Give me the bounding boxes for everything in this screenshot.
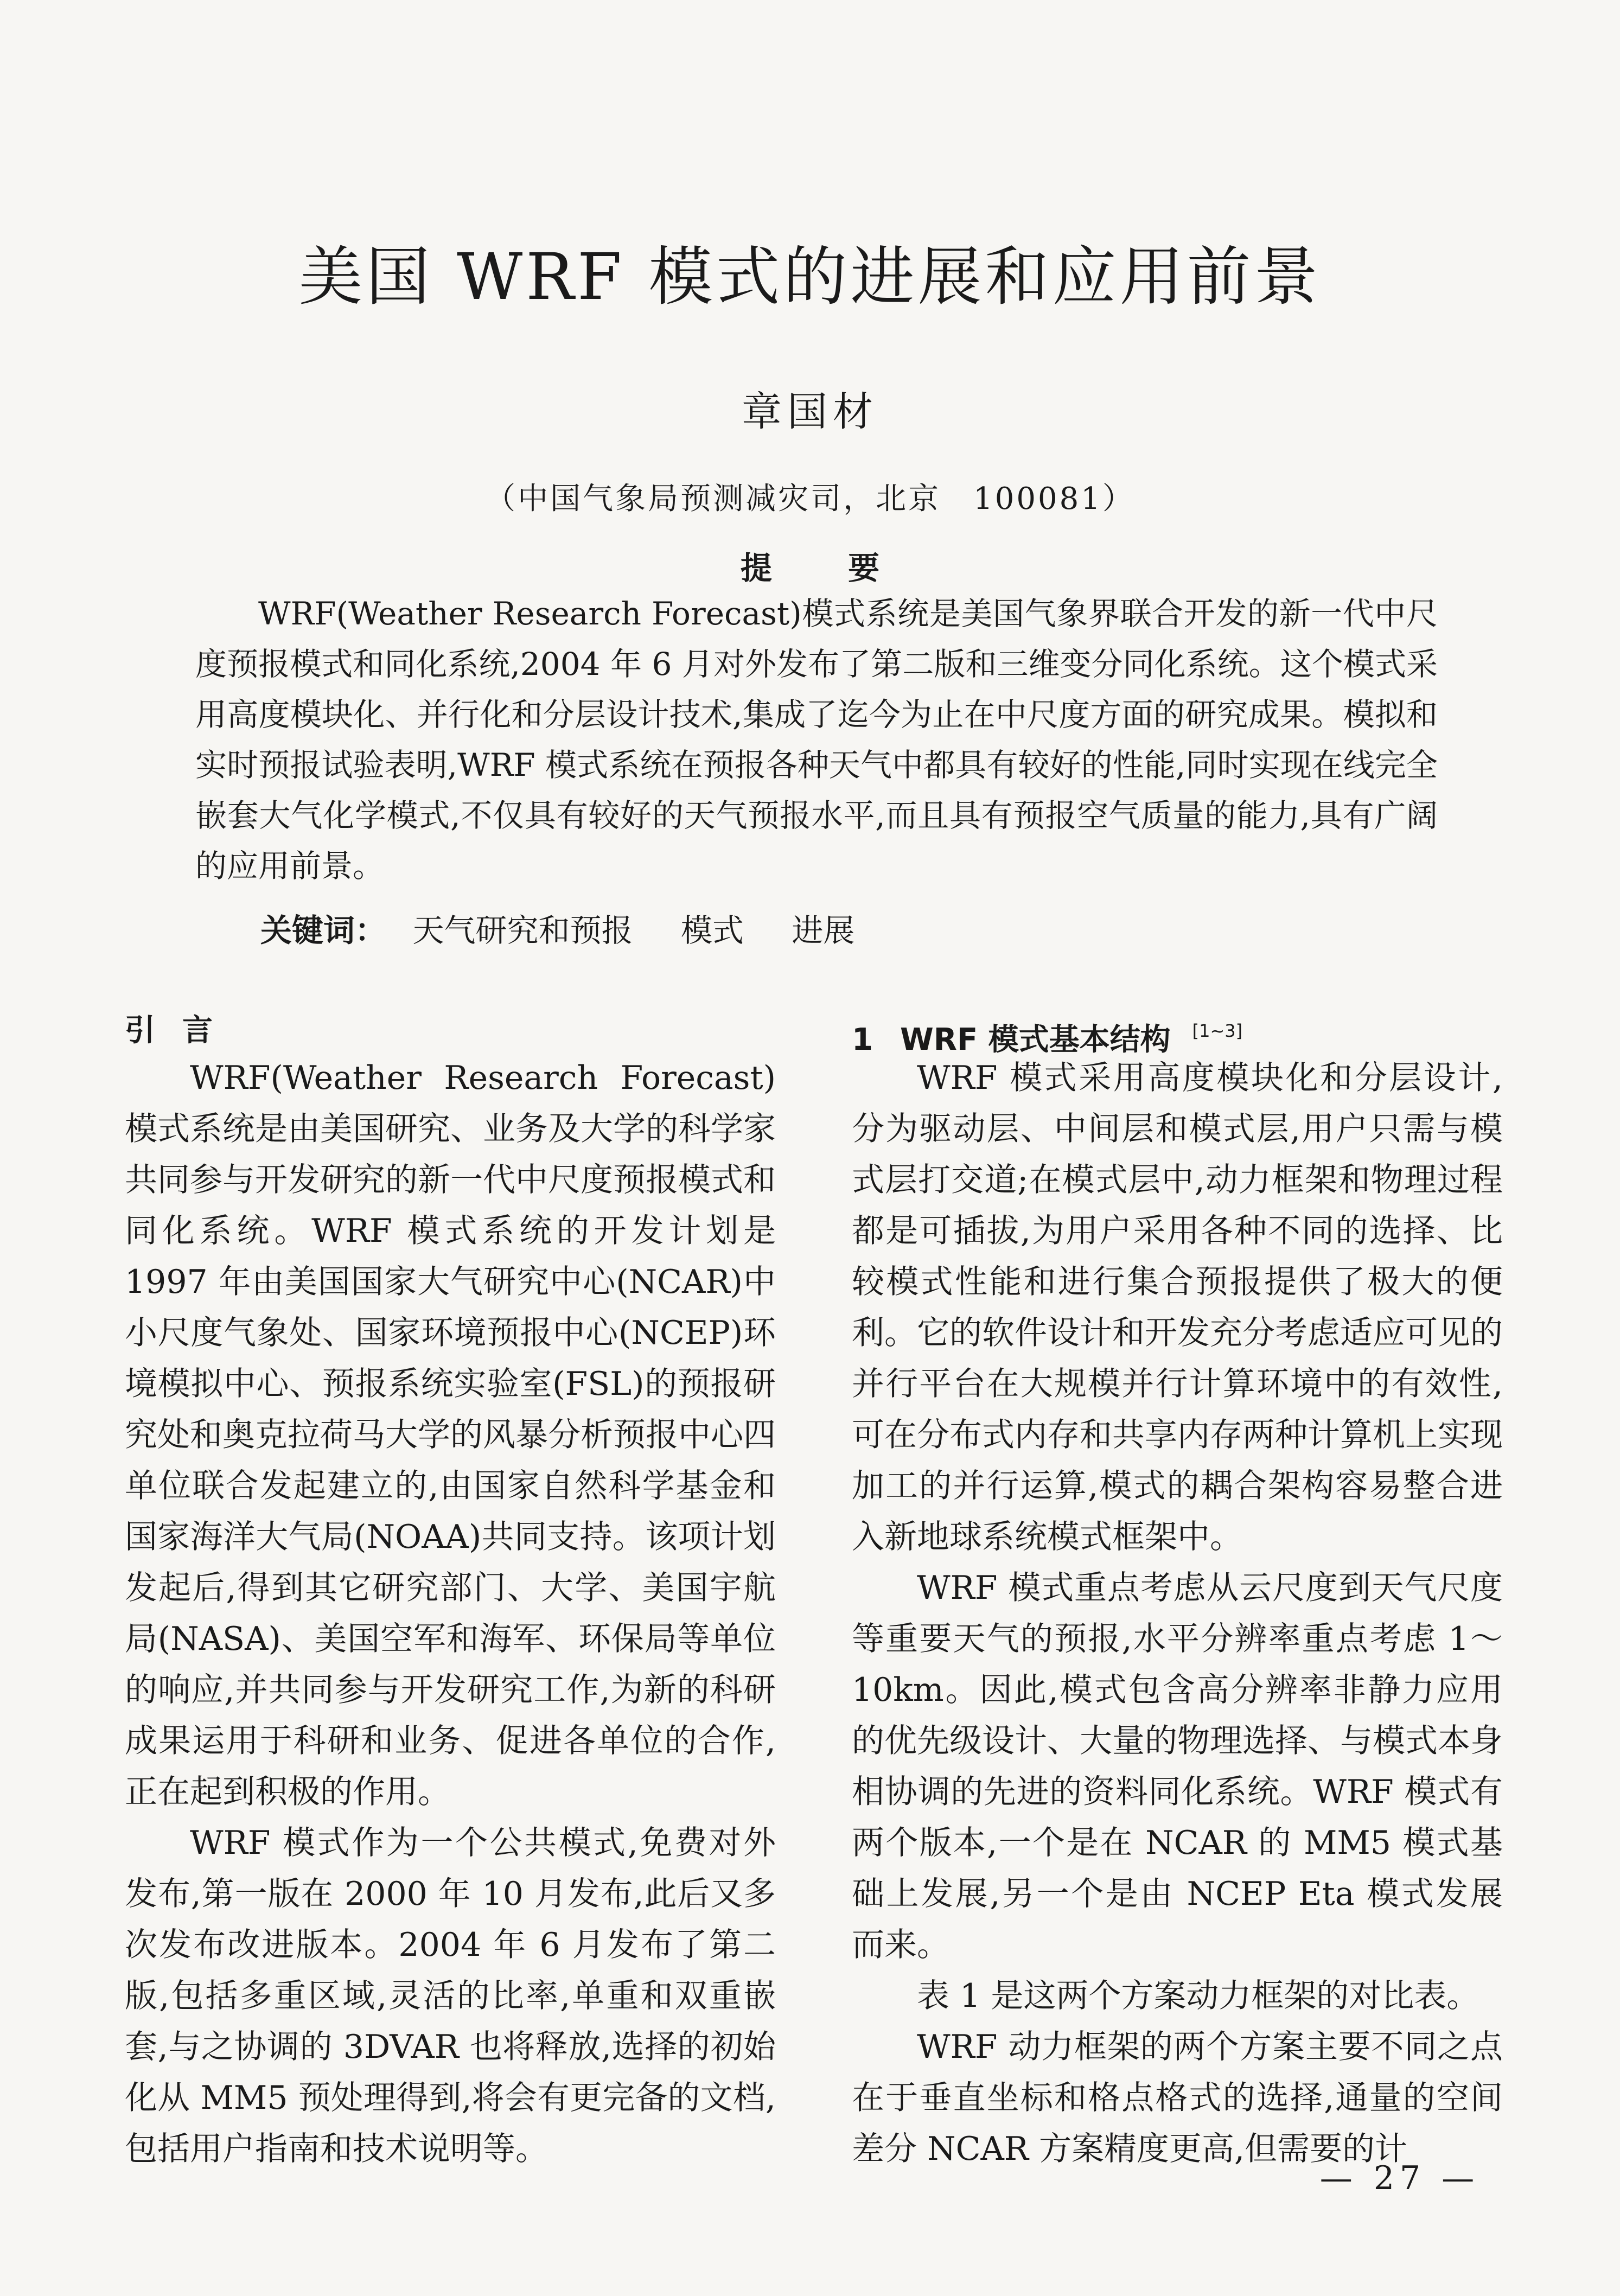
body-paragraph: WRF 模式重点考虑从云尺度到天气尺度等重要天气的预报,水平分辨率重点考虑 1～10km。因此,模式包含高分辨率非静力应用的优先级设计、大量的物理选择、与模式本身相协调的先进的资料同化系统。WRF 模式有两个版本,一个是在 NCAR 的 MM5 模式基础上发展,另一个是由 NCEP Eta 模式发展而来。 — [852, 1569, 1503, 1964]
body-paragraph: WRF 模式作为一个公共模式,免费对外发布,第一版在 2000 年 10 月发布,此后又多次发布改进版本。2004 年 6 月发布了第二版,包括多重区域,灵活的比率,单重和双重嵌套,与之协调的 3DVAR 也将释放,选择的初始化从 MM5 预处理得到,将会有更完备的文档,包括用户指南和技术说明等。 — [125, 1824, 776, 2168]
keyword-item: 进展 — [792, 912, 855, 949]
author-name: 章国材 — [742, 388, 878, 435]
section-title: 言 — [182, 1013, 213, 1048]
keyword-item: 天气研究和预报 — [412, 912, 633, 949]
citation-ref: [1~3] — [1192, 1021, 1243, 1041]
body-paragraph: WRF 模式采用高度模块化和分层设计,分为驱动层、中间层和模式层,用户只需与模式层打交道;在模式层中,动力框架和物理过程都是可插拔,为用户采用各种不同的选择、比较模式性能和进行集合预报提供了极大的便利。它的软件设计和开发充分考虑适应可见的并行平台在大规模并行计算环境中的有效性,可在分布式内存和共享内存两种计算机上实现加工的并行运算,模式的耦合架构容易整合进入新地球系统模式框架中。 — [852, 1059, 1503, 1556]
keywords-label: 关键词： — [260, 912, 387, 949]
body-paragraph: 表 1 是这两个方案动力框架的对比表。 — [917, 1977, 1479, 2015]
keyword-item: 模式 — [680, 912, 744, 949]
body-paragraph: WRF 动力框架的两个方案主要不同之点在于垂直坐标和格点格式的选择,通量的空间差分 NCAR 方案精度更高,但需要的计 — [852, 2028, 1503, 2168]
author-affiliation: （中国气象局预测减灾司，北京 100081） — [485, 481, 1135, 516]
abstract-text: WRF(Weather Research Forecast)模式系统是美国气象界联合开发的新一代中尺度预报模式和同化系统,2004 年 6 月对外发布了第二版和三维变分同化系统。这个模式采用高度模块化、并行化和分层设计技术,集成了迄今为止在中尺度方面的研究成果。模拟和实时预报试验表明,WRF 模式系统在预报各种天气中都具有较好的性能,同时实现在线完全嵌套大气化学模式,不仅具有较好的天气预报水平,而且具有预报空气质量的能力,具有广阔的应用前景。 — [195, 595, 1438, 884]
page-number: — 27 — — [1319, 2159, 1480, 2197]
right-column — [852, 1009, 1503, 2174]
section-number: 引 — [125, 1013, 155, 1048]
body-paragraph: WRF(Weather Research Forecast)模式系统是由美国研究、业务及大学的科学家共同参与开发研究的新一代中尺度预报模式和同化系统。WRF 模式系统的开发计划是 1997 年由美国国家大气研究中心(NCAR)中小尺度气象处、国家环境预报中心(NCEP)环境模拟中心、预报系统实验室(FSL)的预报研究处和奥克拉荷马大学的风暴分析预报中心四单位联合发起建立的,由国家自然科学基金和国家海洋大气局(NOAA)共同支持。该项计划发起后,得到其它研究部门、大学、美国宇航局(NASA)、美国空军和海军、环保局等单位的响应,并共同参与开发研究工作,为新的科研成果运用于科研和业务、促进各单位的合作,正在起到积极的作用。 — [125, 1059, 776, 1811]
article-title: 美国 WRF 模式的进展和应用前景 — [298, 239, 1322, 314]
section-number: 1 — [852, 1022, 873, 1057]
section-heading-introduction — [125, 1009, 776, 1053]
abstract-heading: 提 要 — [740, 550, 880, 586]
section-heading-structure — [852, 1009, 1503, 1057]
left-column — [125, 1009, 776, 2174]
section-title: WRF 模式基本结构 — [900, 1022, 1171, 1057]
abstract-block — [195, 589, 1438, 891]
keywords-line — [260, 909, 1438, 952]
